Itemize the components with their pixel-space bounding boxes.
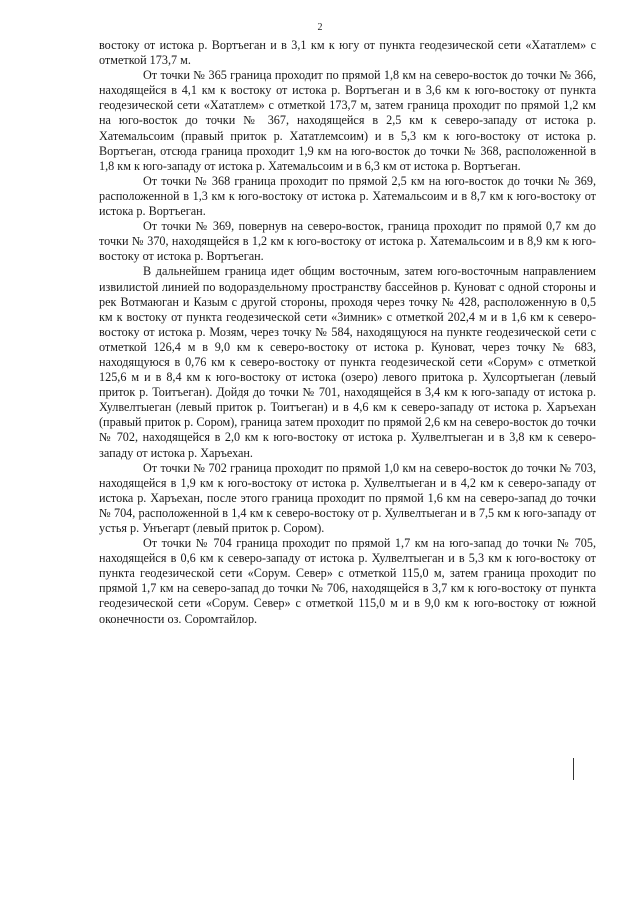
paragraph-point-704: От точки № 704 граница проходит по прямой 1,7 км на юго-запад до точки № 705, находящейся в 0,6 км к северо-западу от истока р. Хулвелтыеган и в 5,3 км к юго-востоку от пункта геодезической сети «Сорум. Север» с отметкой 115,0 м, затем граница проходит по прямой 1,7 км на северо-запад до точки № 706, находящейся в 3,7 км к юго-востоку от пункта геодезической сети «Сорум. Север» с отметкой 115,0 м и в 9,0 км к юго-востоку от южной оконечности оз. Соромтайлор. bbox=[99, 536, 596, 626]
page-number: 2 bbox=[317, 22, 323, 33]
document-body bbox=[99, 38, 596, 627]
paragraph-point-369: От точки № 369, повернув на северо-восток, граница проходит по прямой 0,7 км до точки № 370, находящейся в 1,2 км к юго-востоку от истока р. Хатемальсоим и в 8,9 км к юго-востоку от истока р. Вортъеган. bbox=[99, 219, 596, 264]
paragraph-point-368: От точки № 368 граница проходит по прямой 2,5 км на юго-восток до точки № 369, расположенной в 1,3 км к юго-востоку от истока р. Хатемальсоим и в 8,7 км к юго-востоку от истока р. Вортъеган. bbox=[99, 173, 596, 219]
paragraph-point-702: От точки № 702 граница проходит по прямой 1,0 км на северо-восток до точки № 703, находящейся в 1,9 км к юго-востоку от истока р. Хулвелтыеган и в 4,2 км к северо-западу от истока р. Харъехан, после этого граница проходит по прямой 1,6 км на северо-запад до точки № 704, расположенной в 1,4 км к северо-востоку от р. Хулвелтыеган и в 7,5 км к юго-западу от устья р. Унъегарт (левый приток р. Сором). bbox=[99, 460, 596, 535]
paragraph-continuation: востоку от истока р. Вортъеган и в 3,1 км к югу от пункта геодезической сети «Хататлем» с отметкой 173,7 м. bbox=[99, 38, 596, 68]
margin-mark bbox=[573, 758, 574, 780]
paragraph-watershed: В дальнейшем граница идет общим восточным, затем юго-восточным направлением извилистой линией по водораздельному пространству бассейнов р. Куноват с одной стороны и рек Вотмаюган и Казым с другой стороны, проходя через точку № 428, расположенную в 0,5 км к востоку от пункта геодезической сети «Зимник» с отметкой 202,4 м и в 1,6 км к северо-востоку от истока р. Мозям, через точку № 584, находящуюся на пункте геодезической сети с отметкой 126,4 м в 9,0 км к северо-востоку от истока р. Куноват, через точку № 683, находящуюся в 0,76 км к северо-востоку от пункта геодезической сети «Сорум» с отметкой 125,6 м и в 8,4 км к юго-востоку от истока (озеро) левого притока р. Хулсортыеган (левый приток р. Тоитъеган). Дойдя до точки № 701, находящейся в 3,4 км к юго-западу от истока р. Хулвелтыеган (левый приток р. Тоитъеган) и в 4,6 км к северо-западу от истока р. Харъехан (правый приток р. Сором), граница затем проходит по прямой 2,6 км на северо-восток до точки № 702, находящейся в 2,0 км к юго-востоку от истока р. Хулвелтыеган и в 3,8 км к северо-западу от истока р. Харъехан. bbox=[99, 264, 596, 460]
paragraph-point-365: От точки № 365 граница проходит по прямой 1,8 км на северо-восток до точки № 366, находящейся в 4,1 км к востоку от истока р. Вортъеган и в 3,6 км к юго-востоку от пункта геодезической сети «Хататлем» с отметкой 173,7 м, затем граница проходит по прямой 1,2 км на юго-восток до точки № 367, находящейся в 2,5 км к северо-западу от истока р. Хатемальсоим (правый приток р. Хататлемсоим) и в 5,3 км к юго-востоку от истока р. Вортъеган, отсюда граница проходит 1,9 км на юго-восток до точки № 368, расположенной в 1,8 км к юго-западу от истока р. Хатемальсоим и в 6,3 км от истока р. Вортъеган. bbox=[99, 68, 596, 173]
